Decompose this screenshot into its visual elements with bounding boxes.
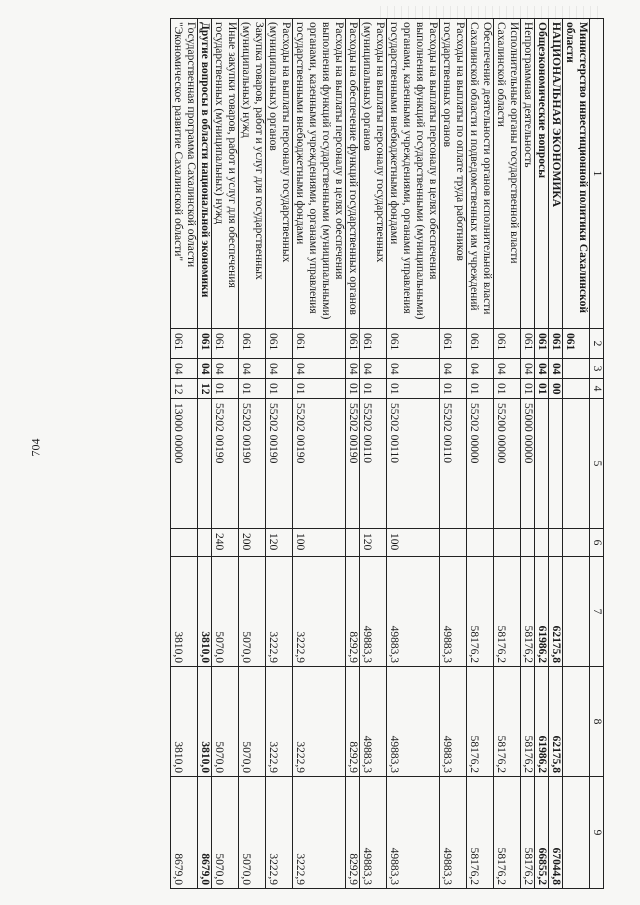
target-article-code — [198, 399, 212, 529]
header-cell: 7 — [590, 557, 604, 667]
subsection-code: 12 — [198, 379, 212, 399]
row-name: Обеспечение деятельности органов исполнительной власти Сахалинской области и подведомственных им учреждений — [467, 19, 494, 329]
table-row — [198, 19, 212, 889]
expense-type-code — [346, 529, 360, 557]
expense-type-code — [563, 529, 590, 557]
section-code: 04 — [467, 359, 494, 379]
section-code: 04 — [212, 359, 239, 379]
section-code: 04 — [266, 359, 293, 379]
row-name: Другие вопросы в области национальной экономики — [198, 19, 212, 329]
amount-col8: 62175,8 — [549, 667, 563, 777]
row-name: Государственная программа Сахалинской области "Экономическое развитие Сахалинской области" — [171, 19, 198, 329]
amount-col8: 5070,0 — [239, 667, 266, 777]
amount-col8: 3810,0 — [171, 667, 198, 777]
subsection-code: 12 — [171, 379, 198, 399]
amount-col8 — [563, 667, 590, 777]
amount-col9: 49883,3 — [387, 777, 440, 889]
amount-col8: 49883,3 — [387, 667, 440, 777]
row-name: Непрограммная деятельность — [521, 19, 535, 329]
expense-type-code — [494, 529, 521, 557]
header-cell: 3 — [590, 359, 604, 379]
amount-col7 — [563, 557, 590, 667]
amount-col9: 49883,3 — [440, 777, 467, 889]
section-code: 04 — [346, 359, 360, 379]
amount-col8: 61986,2 — [535, 667, 549, 777]
table-row — [494, 19, 521, 889]
expense-type-code — [521, 529, 535, 557]
expense-type-code — [198, 529, 212, 557]
amount-col8: 58176,2 — [467, 667, 494, 777]
subsection-code: 01 — [293, 379, 346, 399]
target-article-code: 55202 00110 — [440, 399, 467, 529]
amount-col8: 49883,3 — [360, 667, 387, 777]
row-name: Расходы на выплаты персоналу государственных (муниципальных) органов — [266, 19, 293, 329]
amount-col8: 58176,2 — [521, 667, 535, 777]
target-article-code: 13000 00000 — [171, 399, 198, 529]
table-body — [171, 19, 604, 889]
target-article-code: 55202 00190 — [266, 399, 293, 529]
ministry-code: 061 — [171, 329, 198, 359]
section-code: 04 — [360, 359, 387, 379]
row-name: Расходы на выплаты персоналу в целях обеспечения выполнения функций государственными (муниципальными) органами, казенными учреждениями, органами управления государственными внебюджетными фондами — [387, 19, 440, 329]
ministry-code: 061 — [293, 329, 346, 359]
amount-col7: 3222,9 — [293, 557, 346, 667]
header-cell: 4 — [590, 379, 604, 399]
amount-col8: 3810,0 — [198, 667, 212, 777]
expense-type-code: 240 — [212, 529, 239, 557]
header-cell: 8 — [590, 667, 604, 777]
amount-col7: 8292,9 — [346, 557, 360, 667]
expense-type-code — [549, 529, 563, 557]
table-row — [521, 19, 535, 889]
row-name: Исполнительные органы государственной власти Сахалинской области — [494, 19, 521, 329]
section-code: 04 — [535, 359, 549, 379]
amount-col7: 5070,0 — [239, 557, 266, 667]
amount-col9: 58176,2 — [467, 777, 494, 889]
ministry-code: 061 — [563, 329, 590, 359]
header-cell: 2 — [590, 329, 604, 359]
table-row — [212, 19, 239, 889]
table-row — [563, 19, 590, 889]
table-row — [387, 19, 440, 889]
amount-col9: 5070,0 — [239, 777, 266, 889]
header-cell: 9 — [590, 777, 604, 889]
amount-col7: 49883,3 — [440, 557, 467, 667]
subsection-code: 01 — [239, 379, 266, 399]
amount-col9 — [563, 777, 590, 889]
subsection-code — [563, 379, 590, 399]
amount-col7: 3222,9 — [266, 557, 293, 667]
ministry-code: 061 — [440, 329, 467, 359]
subsection-code: 01 — [387, 379, 440, 399]
expense-type-code: 100 — [293, 529, 346, 557]
target-article-code: 55202 00190 — [239, 399, 266, 529]
amount-col7: 49883,3 — [387, 557, 440, 667]
amount-col8: 3222,9 — [266, 667, 293, 777]
table-row — [239, 19, 266, 889]
expense-type-code — [535, 529, 549, 557]
target-article-code: 55202 00110 — [360, 399, 387, 529]
header-cell: 1 — [590, 19, 604, 329]
amount-col9: 58176,2 — [521, 777, 535, 889]
ministry-code: 061 — [266, 329, 293, 359]
target-article-code — [535, 399, 549, 529]
target-article-code: 55202 00000 — [467, 399, 494, 529]
row-name: Расходы на обеспечение функций государственных органов — [346, 19, 360, 329]
target-article-code — [563, 399, 590, 529]
amount-col8: 58176,2 — [494, 667, 521, 777]
table-row — [266, 19, 293, 889]
amount-col7: 62175,8 — [549, 557, 563, 667]
row-name: НАЦИОНАЛЬНАЯ ЭКОНОМИКА — [549, 19, 563, 329]
amount-col9: 3222,9 — [266, 777, 293, 889]
header-cell: 6 — [590, 529, 604, 557]
target-article-code: 55202 00110 — [387, 399, 440, 529]
table-row — [467, 19, 494, 889]
amount-col7: 58176,2 — [494, 557, 521, 667]
amount-col9: 66855,2 — [535, 777, 549, 889]
section-code: 04 — [440, 359, 467, 379]
table-row — [346, 19, 360, 889]
section-code: 04 — [171, 359, 198, 379]
section-code: 04 — [198, 359, 212, 379]
rotated-page — [18, 18, 604, 888]
amount-col7: 58176,2 — [467, 557, 494, 667]
amount-col9: 8679,0 — [198, 777, 212, 889]
row-name: Министерство инвестиционной политики Сахалинской области — [563, 19, 590, 329]
amount-col7: 49883,3 — [360, 557, 387, 667]
subsection-code: 00 — [549, 379, 563, 399]
expense-type-code — [440, 529, 467, 557]
section-code: 04 — [293, 359, 346, 379]
amount-col9: 8292,9 — [346, 777, 360, 889]
target-article-code: 55200 00000 — [494, 399, 521, 529]
expense-type-code — [171, 529, 198, 557]
subsection-code: 01 — [535, 379, 549, 399]
amount-col7: 61986,2 — [535, 557, 549, 667]
expense-type-code: 200 — [239, 529, 266, 557]
ministry-code: 061 — [360, 329, 387, 359]
expense-type-code: 100 — [387, 529, 440, 557]
amount-col8: 5070,0 — [212, 667, 239, 777]
amount-col9: 5070,0 — [212, 777, 239, 889]
target-article-code: 55202 00190 — [293, 399, 346, 529]
amount-col8: 8292,9 — [346, 667, 360, 777]
subsection-code: 01 — [212, 379, 239, 399]
target-article-code: 55202 00190 — [212, 399, 239, 529]
subsection-code: 01 — [467, 379, 494, 399]
row-name: Иные закупки товаров, работ и услуг для обеспечения государственных (муниципальных) нужд — [212, 19, 239, 329]
ministry-code: 061 — [494, 329, 521, 359]
target-article-code — [549, 399, 563, 529]
table-row — [440, 19, 467, 889]
subsection-code: 01 — [440, 379, 467, 399]
amount-col8: 49883,3 — [440, 667, 467, 777]
table-row — [293, 19, 346, 889]
ministry-code: 061 — [346, 329, 360, 359]
section-code: 04 — [239, 359, 266, 379]
ministry-code: 061 — [212, 329, 239, 359]
amount-col7: 3810,0 — [171, 557, 198, 667]
ministry-code: 061 — [239, 329, 266, 359]
subsection-code: 01 — [360, 379, 387, 399]
section-code: 04 — [521, 359, 535, 379]
row-name: Закупка товаров, работ и услуг для государственных (муниципальных) нужд — [239, 19, 266, 329]
row-name: Расходы на выплаты по оплате труда работников государственных органов — [440, 19, 467, 329]
section-code: 04 — [387, 359, 440, 379]
ministry-code: 061 — [198, 329, 212, 359]
ministry-code: 061 — [549, 329, 563, 359]
section-code: 04 — [494, 359, 521, 379]
row-name: Расходы на выплаты персоналу государственных (муниципальных) органов — [360, 19, 387, 329]
expense-type-code — [467, 529, 494, 557]
target-article-code: 55202 00190 — [346, 399, 360, 529]
amount-col9: 3222,9 — [293, 777, 346, 889]
header-row — [590, 19, 604, 889]
amount-col7: 58176,2 — [521, 557, 535, 667]
amount-col9: 67044,8 — [549, 777, 563, 889]
header-cell: 5 — [590, 399, 604, 529]
row-name: Расходы на выплаты персоналу в целях обеспечения выполнения функций государственными (муниципальными) органами, казенными учреждениями, органами управления государственными внебюджетными фондами — [293, 19, 346, 329]
table-row — [549, 19, 563, 889]
table-row — [360, 19, 387, 889]
amount-col7: 5070,0 — [212, 557, 239, 667]
table-row — [535, 19, 549, 889]
ministry-code: 061 — [521, 329, 535, 359]
amount-col7: 3810,0 — [198, 557, 212, 667]
page-number: 704 — [28, 438, 43, 457]
amount-col9: 8679,0 — [171, 777, 198, 889]
ministry-code: 061 — [467, 329, 494, 359]
amount-col9: 49883,3 — [360, 777, 387, 889]
expense-type-code: 120 — [360, 529, 387, 557]
expense-type-code: 120 — [266, 529, 293, 557]
row-name: Общеэкономические вопросы — [535, 19, 549, 329]
section-code — [563, 359, 590, 379]
budget-table — [170, 18, 604, 889]
ministry-code: 061 — [535, 329, 549, 359]
subsection-code: 01 — [521, 379, 535, 399]
amount-col8: 3222,9 — [293, 667, 346, 777]
subsection-code: 01 — [494, 379, 521, 399]
table-row — [171, 19, 198, 889]
subsection-code: 01 — [266, 379, 293, 399]
target-article-code: 55000 00000 — [521, 399, 535, 529]
section-code: 04 — [549, 359, 563, 379]
ministry-code: 061 — [387, 329, 440, 359]
subsection-code: 01 — [346, 379, 360, 399]
amount-col9: 58176,2 — [494, 777, 521, 889]
